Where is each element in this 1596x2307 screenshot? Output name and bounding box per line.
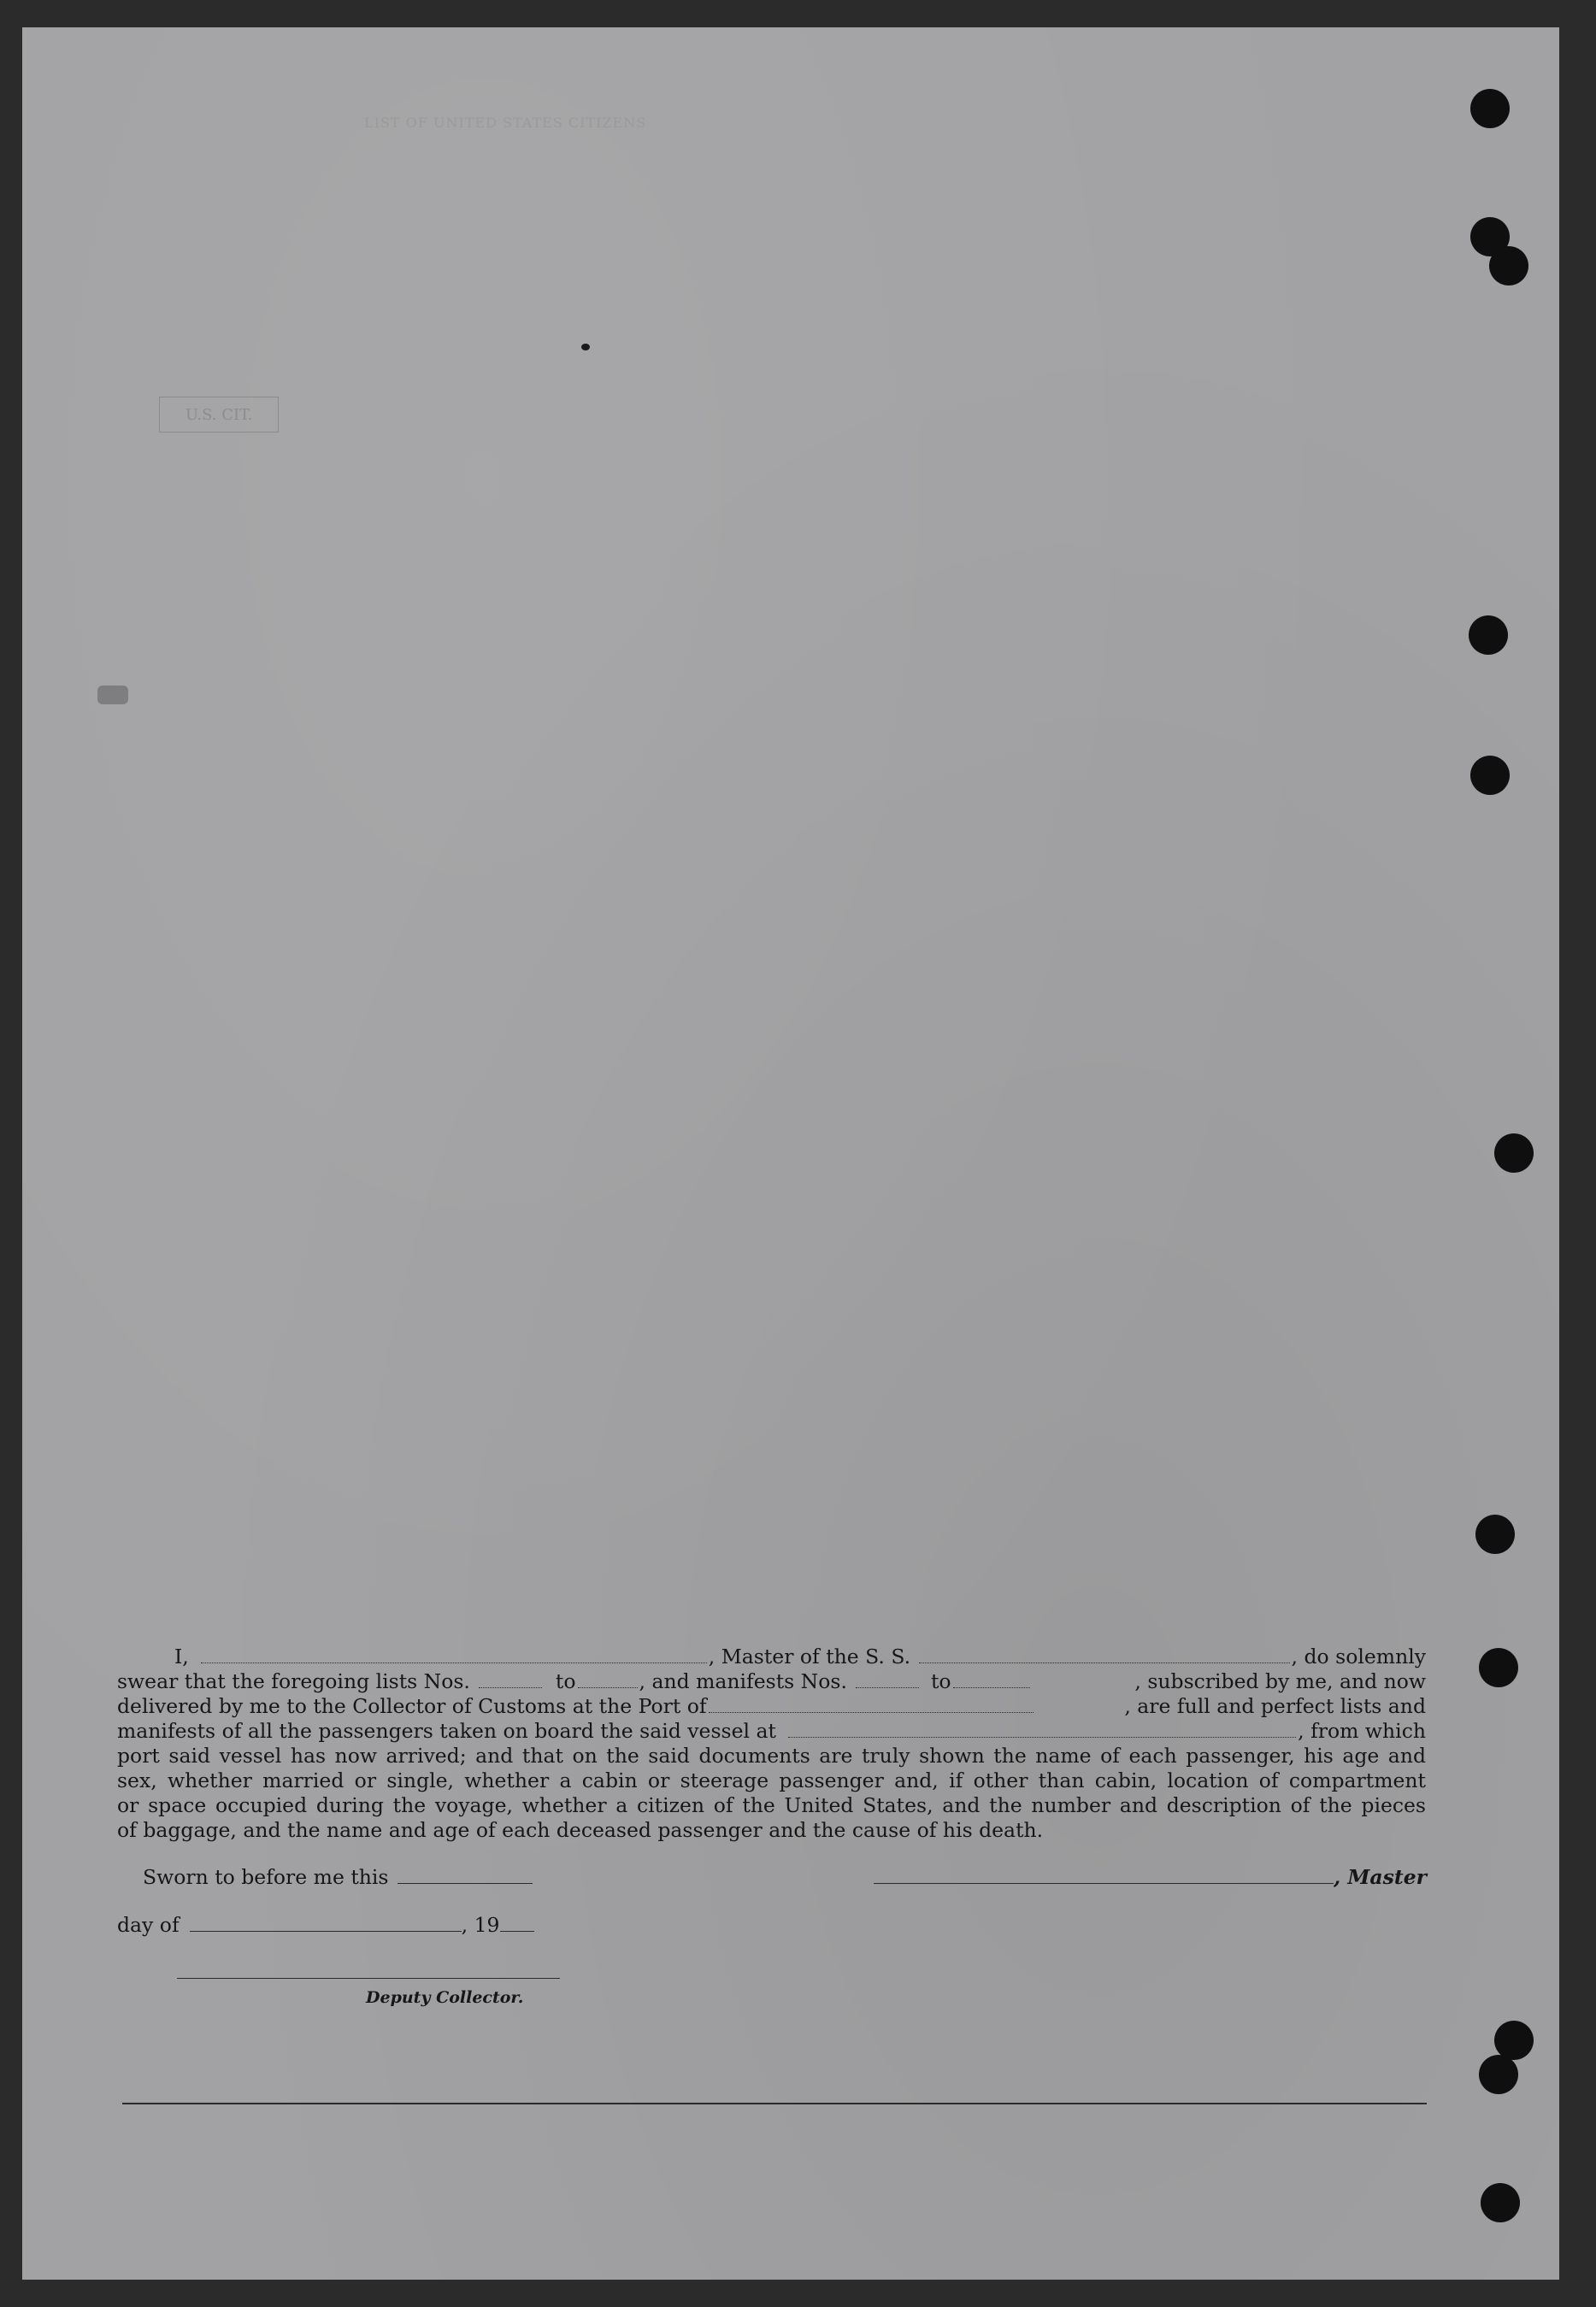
embark-port-blank: [788, 1721, 1296, 1738]
punch-hole: [1470, 89, 1510, 128]
oath-line-4: [117, 1719, 1426, 1744]
punch-hole: [1469, 615, 1508, 655]
punch-hole: [1470, 756, 1510, 795]
master-signature-line: [874, 1883, 1334, 1884]
month-line: [190, 1931, 462, 1932]
year-line: [500, 1931, 534, 1932]
deputy-signature-line: [177, 1978, 560, 1979]
oath-full-lists: , are full and perfect lists and: [1124, 1694, 1426, 1718]
ink-speck: [581, 344, 590, 350]
oath-line-3: [117, 1694, 1426, 1719]
deputy-line-row: [177, 1978, 560, 1979]
port-blank: [709, 1697, 1034, 1713]
punch-hole: [1479, 2055, 1518, 2094]
punch-hole: [1479, 1648, 1518, 1687]
document-page: [22, 27, 1559, 2280]
oath-to-2: to: [930, 1669, 951, 1693]
ship-name-blank: [919, 1647, 1289, 1663]
oath-delivered: delivered by me to the Collector of Customs at the Port of: [117, 1694, 707, 1718]
punch-hole: [1475, 1515, 1515, 1554]
faint-form-header: LIST OF UNITED STATES CITIZENS: [364, 115, 647, 131]
oath-from-which: , from which: [1298, 1719, 1426, 1743]
oath-line-1: [117, 1645, 1426, 1669]
oath-to-1: to: [555, 1669, 576, 1693]
oath-line-7: or space occupied during the voyage, whether a citizen of the United States, and the number and description of the pieces: [117, 1793, 1426, 1817]
punch-hole: [1494, 1133, 1534, 1173]
list-from-blank: [479, 1672, 542, 1688]
oath-manifests-all: manifests of all the passengers taken on board the said vessel at: [117, 1719, 776, 1743]
master-name-blank: [201, 1647, 707, 1663]
year-label: , 19: [461, 1913, 500, 1937]
oath-line-2: [117, 1669, 1426, 1694]
oath-statement: [117, 1645, 1426, 1843]
oath-master-ss: , Master of the S. S.: [708, 1645, 911, 1668]
oath-i: I,: [174, 1645, 189, 1668]
stamp-mark: U.S. CIT.: [159, 397, 279, 433]
deputy-collector-label: Deputy Collector.: [366, 1988, 524, 2007]
oath-lists-nos: swear that the foregoing lists Nos.: [117, 1669, 470, 1693]
day-of-row: [117, 1913, 534, 1937]
oath-subscribed: , subscribed by me, and now: [1134, 1669, 1426, 1693]
master-signature-row: [874, 1865, 1427, 1889]
manifest-from-blank: [856, 1672, 919, 1688]
oath-solemnly: , do solemnly: [1291, 1645, 1426, 1668]
manifest-to-blank: [953, 1672, 1030, 1688]
oath-manifests-nos: , and manifests Nos.: [639, 1669, 847, 1693]
oath-line-6: sex, whether married or single, whether a cabin or steerage passenger and, if other than cabin, location of compartment: [117, 1769, 1426, 1792]
punch-hole: [1481, 2183, 1520, 2222]
smudge-mark: [97, 686, 128, 704]
bottom-rule: [122, 2103, 1427, 2104]
list-to-blank: [578, 1672, 638, 1688]
day-of-label: day of: [117, 1913, 180, 1937]
oath-line-8: of baggage, and the name and age of each deceased passenger and the cause of his death.: [117, 1818, 1044, 1842]
oath-line-5: port said vessel has now arrived; and that on the said documents are truly shown the name of each passenger, his age and: [117, 1744, 1426, 1768]
sworn-date-line: [398, 1883, 533, 1884]
master-label: , Master: [1334, 1865, 1428, 1889]
sworn-label: Sworn to before me this: [143, 1865, 389, 1889]
sworn-row: [143, 1865, 533, 1889]
punch-hole: [1489, 246, 1528, 285]
